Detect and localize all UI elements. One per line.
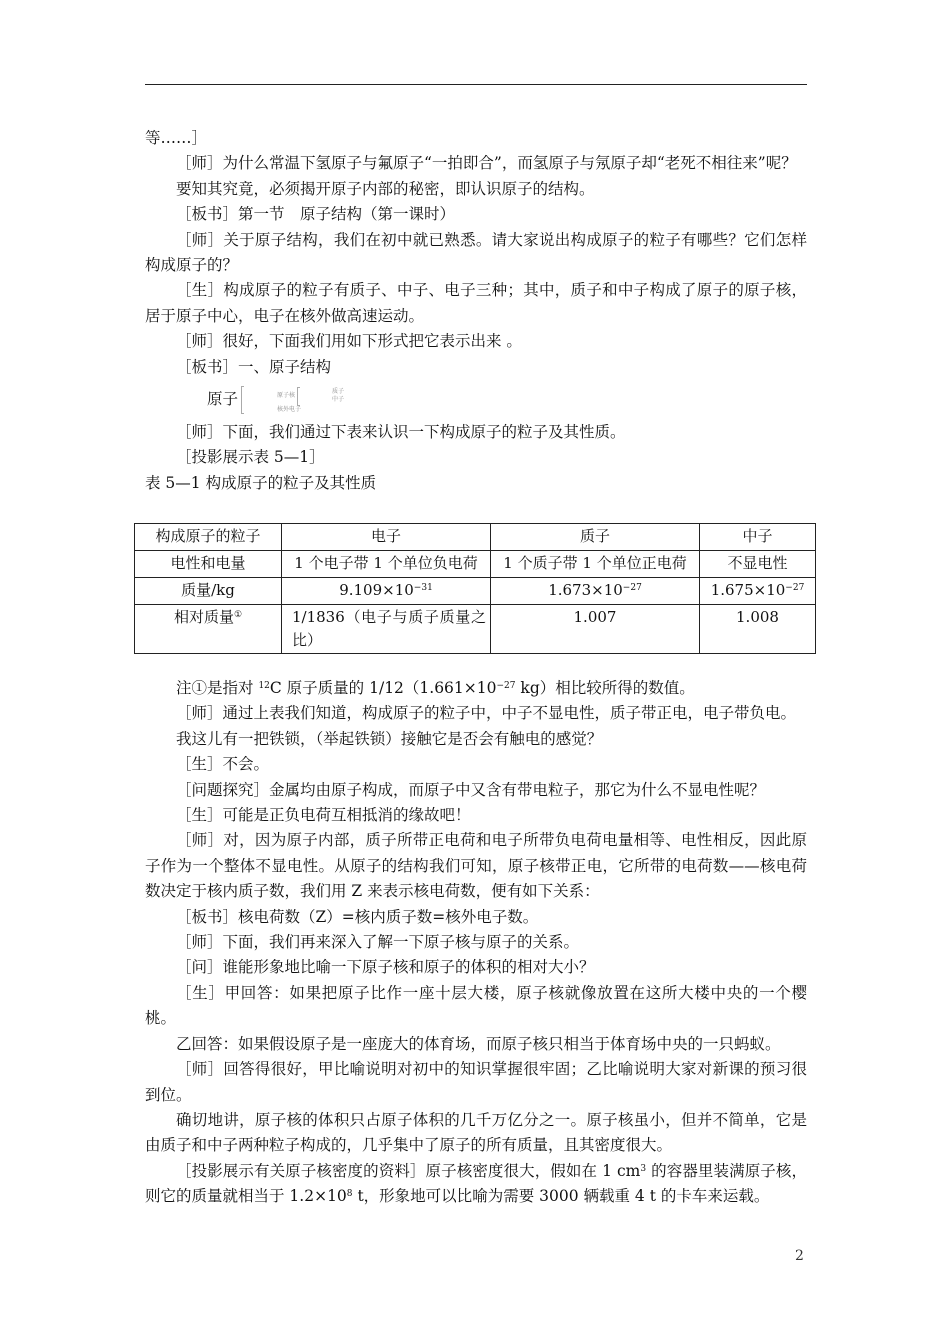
para: ［师］下面，我们通过下表来认识一下构成原子的粒子及其性质。 [176,423,626,442]
mass-value: 1.673×10 [548,581,623,599]
para: ［师］对，因为原子内部，质子所带正电荷和电子所带负电荷电量相等、电性相反，因此原子作为一个整体不显电性。从原子的结构我们可知，原子核带正电，它所带的电荷数——核电荷数决定于核内质子数，我们用 Z 来表示核电荷数，便有如下关系： [145,831,807,901]
atom-brace [241,386,344,414]
mass-exponent: −31 [413,583,433,593]
table-cell: 1/1836（电子与质子质量之比） [282,605,491,654]
proton-label: 质子 [332,388,345,396]
para: ［投影展示有关原子核密度的资料］原子核密度很大，假如在 1 $cm^3$ 的容器里装满原子核，则它的质量就相当于 $1.2\times 10^8$ t，形象地可以比喻为需要 3000 辆载重 4 t 的卡车来运载。 [145,1161,807,1206]
upper-text [145,126,807,496]
particle-properties-table [134,523,816,654]
relmass-label: 相对质量 [173,608,234,626]
para: 确切地讲，原子核的体积只占原子体积的几千万亿分之一。原子核虽小，但并不简单，它是由质子和中子两种粒子构成的，几乎集中了原子的所有质量，且其密度很大。 [145,1110,807,1155]
electron-label: 核外电子 [277,405,302,413]
para: ［投影展示表 5—1］ [176,448,325,467]
table-cell [700,578,816,605]
page-number: 2 [795,1248,804,1264]
table-cell: 1.007 [491,605,700,654]
neutron-label: 中子 [332,396,345,404]
atom-structure-diagram [145,380,807,420]
table-cell: 构成原子的粒子 [135,524,282,551]
footnote-mark: ① [233,610,243,620]
para: ［师］下面，我们再来深入了解一下原子核与原子的关系。 [176,933,580,952]
para: ［生］不会。 [176,755,270,774]
table-cell [491,578,700,605]
mass-value: 9.109×10 [339,581,414,599]
para: 乙回答：如果假设原子是一座庞大的体育场，而原子核只相当于体育场中央的一只蚂蚁。 [176,1034,781,1053]
para: ［板书］一、原子结构 [176,357,332,376]
table-cell: 1.008 [700,605,816,654]
table-caption: 表 5—1 构成原子的粒子及其性质 [145,473,377,492]
mass-exponent: −27 [785,583,805,593]
footnote: 注①是指对 $^{12}$C 原子质量的 $1/12(1.661\times 10^{-27}$ kg）相比较所得的数值。 [176,679,695,697]
table-cell: 1 个电子带 1 个单位负电荷 [282,551,491,578]
table-cell: 中子 [700,524,816,551]
lower-text [145,676,807,1210]
para: ［生］可能是正负电荷互相抵消的缘故吧！ [176,806,471,825]
para: ［师］很好，下面我们用如下形式把它表示出来 。 [176,332,522,351]
para: ［师］通过上表我们知道，构成原子的粒子中，中子不显电性，质子带正电，电子带负电。 [176,704,797,723]
table-row [135,605,816,654]
mass-exponent: −27 [622,583,642,593]
para: ［生］甲回答：如果把原子比作一座十层大楼，原子核就像放置在这所大楼中央的一个樱桃。 [145,983,807,1028]
para: 我这儿有一把铁锁，（举起铁锁）接触它是否会有触电的感觉？ [176,729,603,748]
table-cell: 质量/kg [135,578,282,605]
para: ［板书］核电荷数（Z）=核内质子数=核外电子数。 [176,907,539,926]
table-row [135,578,816,605]
para: ［生］构成原子的粒子有质子、中子、电子三种；其中，质子和中子构成了原子的原子核，居于原子中心，电子在核外做高速运动。 [145,281,807,325]
table-cell [282,578,491,605]
table-cell [135,605,282,654]
table-row [135,551,816,578]
para: 要知其究竟，必须揭开原子内部的秘密，即认识原子的结构。 [176,179,595,198]
header-rule [145,84,807,85]
para: ［师］关于原子结构，我们在初中就已熟悉。请大家说出构成原子的粒子有哪些？它们怎样构成原子的？ [145,230,807,275]
table-cell: 质子 [491,524,700,551]
para: 等……］ [145,129,208,147]
nucleus-label: 原子核 [277,392,296,400]
table-cell: 不显电性 [700,551,816,578]
para: ［问题探究］金属均由原子构成，而原子中又含有带电粒子，那它为什么不显电性呢？ [176,780,766,799]
para: ［问］谁能形象地比喻一下原子核和原子的体积的相对大小？ [176,958,595,977]
para: ［师］为什么常温下氢原子与氟原子“一拍即合”，而氢原子与氖原子却“老死不相往来”呢？ [176,154,797,173]
table-row [135,524,816,551]
para: ［师］回答得很好，甲比喻说明对初中的知识掌握很牢固；乙比喻说明大家对新课的预习很到位。 [145,1060,807,1104]
table-cell: 电子 [282,524,491,551]
table-cell: 电性和电量 [135,551,282,578]
para: ［板书］第一节 原子结构（第一课时） [176,205,456,224]
atom-label: 原子 [207,390,239,409]
mass-value: 1.675×10 [710,581,786,599]
table-cell: 1 个质子带 1 个单位正电荷 [491,551,700,578]
